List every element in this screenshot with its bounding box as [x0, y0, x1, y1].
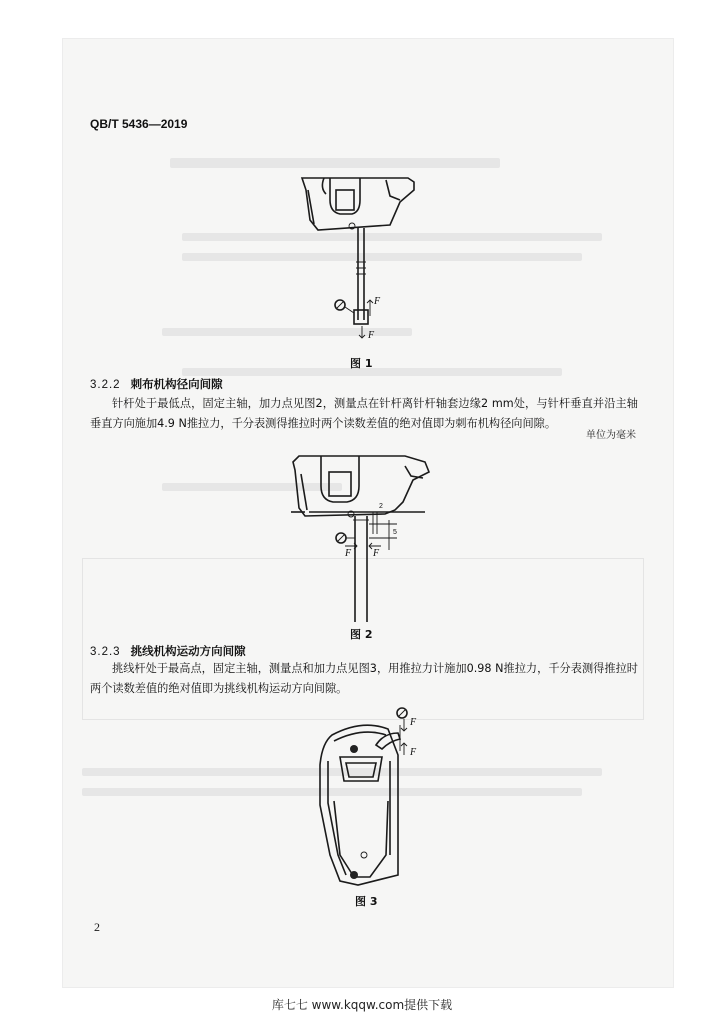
section-number: 3.2.3 — [90, 646, 121, 658]
dimension-label: 2 — [379, 503, 383, 510]
section-heading — [90, 643, 246, 659]
force-label: F — [373, 548, 380, 559]
section-heading — [90, 376, 223, 392]
section-title: 挑线机构运动方向间隙 — [130, 644, 246, 658]
download-footer: 库七七 www.kqqw.com提供下载 — [271, 998, 453, 1012]
standard-code: QB/T 5436—2019 — [90, 117, 188, 131]
dimension-label: 5 — [393, 529, 397, 536]
bleed-through — [170, 158, 500, 168]
section-paragraph: 挑线杆处于最高点，固定主轴，测量点和加力点见图3，用推拉力计施加0.98 N推拉力，千分表测得推拉时两个读数差值的绝对值即为挑线机构运动方向间隙。 — [90, 662, 638, 695]
force-label: F — [345, 548, 352, 559]
figure-2-caption: 图 2 — [350, 628, 373, 641]
figure-1-caption: 图 1 — [350, 357, 373, 370]
force-label: F — [410, 717, 417, 728]
force-label: F — [410, 747, 417, 758]
section-title: 刺布机构径向间隙 — [130, 377, 223, 391]
section-number: 3.2.2 — [90, 379, 121, 391]
figure-2-drawing — [285, 450, 455, 625]
force-label: F — [374, 296, 381, 307]
unit-note: 单位为毫米 — [586, 430, 636, 441]
figure-3-caption: 图 3 — [355, 895, 378, 908]
force-label: F — [368, 330, 375, 341]
section-paragraph: 针杆处于最低点，固定主轴，加力点见图2，测量点在针杆离针杆轴套边缘2 mm处，与针杆垂直并沿主轴垂直方向施加4.9 N推拉力，千分表测得推拉时两个读数差值的绝对值即为刺布机构径向间隙。 — [90, 397, 638, 430]
figure-3-drawing — [310, 705, 440, 890]
figure-1-drawing — [290, 170, 450, 345]
page-number: 2 — [94, 920, 100, 934]
